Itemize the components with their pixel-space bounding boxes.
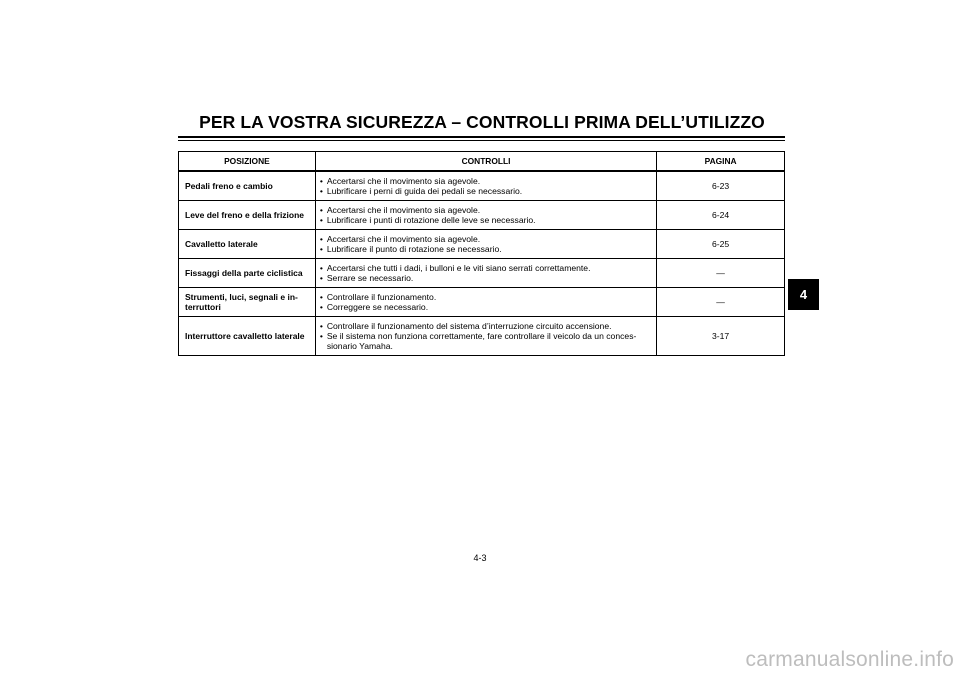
table-row <box>179 288 785 317</box>
table-row <box>179 201 785 230</box>
check-item: • Lubrificare i perni di guida dei pedali se necessario. <box>319 186 523 196</box>
bullet-icon: • <box>319 263 323 273</box>
chapter-tab <box>788 279 819 310</box>
row-checks <box>315 201 656 230</box>
table-row <box>179 317 785 356</box>
table-row <box>179 171 785 201</box>
check-item: • Serrare se necessario. <box>319 273 414 283</box>
table-row <box>179 259 785 288</box>
row-page: — <box>657 259 785 288</box>
title-rule-thin <box>178 140 785 141</box>
bullet-icon: • <box>319 302 323 312</box>
bullet-icon: • <box>319 176 323 186</box>
header-page: PAGINA <box>657 152 785 172</box>
bullet-icon: • <box>319 321 323 331</box>
bullet-icon: • <box>319 273 323 283</box>
row-page: 6-24 <box>657 201 785 230</box>
row-page: — <box>657 288 785 317</box>
row-checks <box>315 171 656 201</box>
row-position: Interruttore cavalletto laterale <box>179 317 316 356</box>
check-item: • Lubrificare i punti di rotazione delle leve se necessario. <box>319 215 536 225</box>
check-item: • Accertarsi che tutti i dadi, i bulloni e le viti siano serrati correttamente. <box>319 263 591 273</box>
watermark-text[interactable]: carmanualsonline.info <box>745 648 954 671</box>
bullet-icon: • <box>319 205 323 215</box>
bullet-icon: • <box>319 292 323 302</box>
row-checks <box>315 317 656 356</box>
row-position: Cavalletto laterale <box>179 230 316 259</box>
check-item: • Controllare il funzionamento. <box>319 292 437 302</box>
page-title: PER LA VOSTRA SICUREZZA – CONTROLLI PRIMA DELL’UTILIZZO <box>199 112 765 132</box>
check-item: • Lubrificare il punto di rotazione se necessario. <box>319 244 502 254</box>
bullet-icon: • <box>319 215 323 225</box>
check-item: • Accertarsi che il movimento sia agevole. <box>319 234 481 244</box>
row-position: Fissaggi della parte ciclistica <box>179 259 316 288</box>
check-item: • Se il sistema non funziona correttamente, fare controllare il veicolo da un conces-sionario Yamaha. <box>319 331 637 351</box>
row-page: 3-17 <box>657 317 785 356</box>
row-position: Pedali freno e cambio <box>179 171 316 201</box>
checks-table <box>178 151 785 356</box>
chapter-tab-label: 4 <box>799 287 808 302</box>
check-item: • Controllare il funzionamento del sistema d’interruzione circuito accensione. <box>319 321 612 331</box>
header-position: POSIZIONE <box>179 152 316 172</box>
row-checks <box>315 259 656 288</box>
row-checks <box>315 288 656 317</box>
title-rule <box>178 136 785 138</box>
table-row <box>179 230 785 259</box>
bullet-icon: • <box>319 331 323 341</box>
row-position: Leve del freno e della frizione <box>179 201 316 230</box>
header-checks: CONTROLLI <box>315 152 656 172</box>
check-item: • Correggere se necessario. <box>319 302 429 312</box>
row-page: 6-23 <box>657 171 785 201</box>
table-header-row <box>179 152 785 172</box>
bullet-icon: • <box>319 234 323 244</box>
page-number: 4-3 <box>473 553 487 563</box>
check-item: • Accertarsi che il movimento sia agevole. <box>319 205 481 215</box>
row-position: Strumenti, luci, segnali e in-terruttori <box>179 288 316 317</box>
row-checks <box>315 230 656 259</box>
bullet-icon: • <box>319 186 323 196</box>
row-page: 6-25 <box>657 230 785 259</box>
bullet-icon: • <box>319 244 323 254</box>
check-item: • Accertarsi che il movimento sia agevole. <box>319 176 481 186</box>
